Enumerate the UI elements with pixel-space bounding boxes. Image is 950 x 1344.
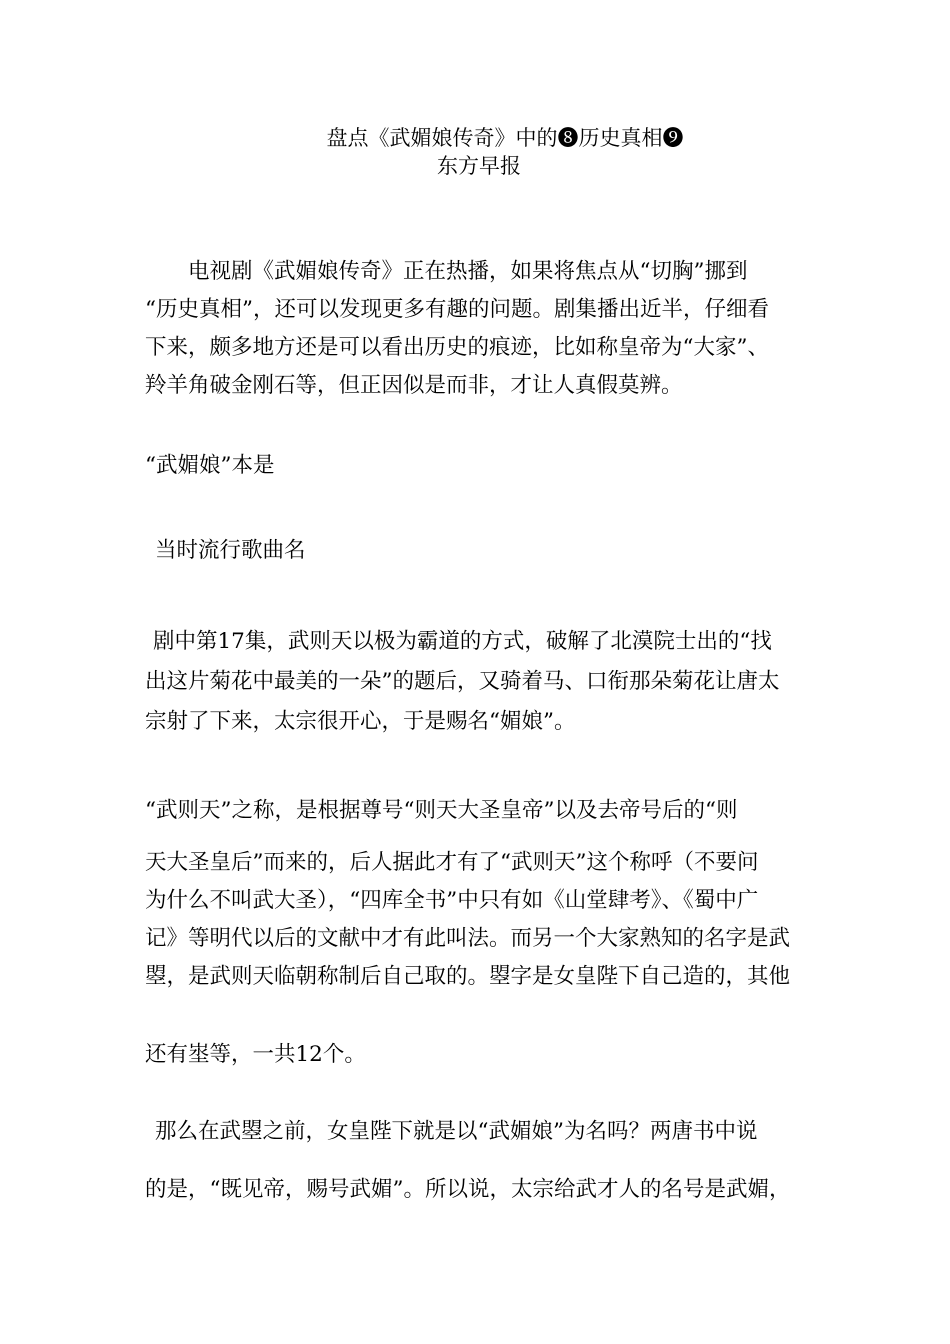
- article-source: 东方早报: [437, 154, 521, 178]
- body-paragraph: [145, 1112, 815, 1210]
- subheading: “武媚娘”本是: [145, 453, 275, 478]
- paragraph-line: 电视剧《武媚娘传奇》正在热播，如果将焦点从“切胸”挪到: [188, 259, 748, 284]
- paragraph-line: 的是，“既见帝，赐号武媚”。所以说，太宗给武才人的名号是武媚，: [145, 1177, 791, 1202]
- paragraph-line: 还有埊等，一共12个。: [145, 1042, 366, 1067]
- paragraph-line: 天大圣皇后”而来的，后人据此才有了“武则天”这个称呼（不要问: [145, 850, 759, 875]
- header: [0, 124, 950, 180]
- paragraph-line: “武则天”之称，是根据尊号“则天大圣皇帝”以及去帝号后的“则: [145, 798, 738, 823]
- paragraph-line: 下来，颇多地方还是可以看出历史的痕迹，比如称皇帝为“大家”、: [145, 335, 769, 360]
- body-paragraph: [145, 788, 815, 1074]
- body-paragraph: [145, 618, 815, 740]
- paragraph-line: 出这片菊花中最美的一朵”的题后，又骑着马、口衔那朵菊花让唐太: [145, 669, 780, 694]
- paragraph-line: 剧中第17集，武则天以极为霸道的方式，破解了北漠院士出的“找: [153, 629, 772, 654]
- paragraph-line: 羚羊角破金刚石等，但正因似是而非，才让人真假莫辨。: [145, 373, 683, 398]
- paragraph-line: 那么在武曌之前，女皇陛下就是以“武媚娘”为名吗？两唐书中说: [155, 1119, 758, 1144]
- paragraph-line: 曌，是武则天临朝称制后自己取的。曌字是女皇陛下自己造的，其他: [145, 964, 791, 989]
- paragraph-line: “历史真相”，还可以发现更多有趣的问题。剧集播出近半，仔细看: [145, 297, 769, 322]
- paragraph-line: 宗射了下来，太宗很开心，于是赐名“媚娘”。: [145, 709, 576, 734]
- paragraph-line: 为什么不叫武大圣），“四库全书”中只有如《山堂肆考》、《蜀中广: [145, 888, 759, 913]
- article-title: 盘点《武媚娘传奇》中的❽历史真相❾: [326, 126, 684, 150]
- paragraph-line: 记》等明代以后的文献中才有此叫法。而另一个大家熟知的名字是武: [145, 926, 791, 951]
- subheading: 当时流行歌曲名: [155, 538, 306, 563]
- intro-paragraph: [145, 253, 815, 405]
